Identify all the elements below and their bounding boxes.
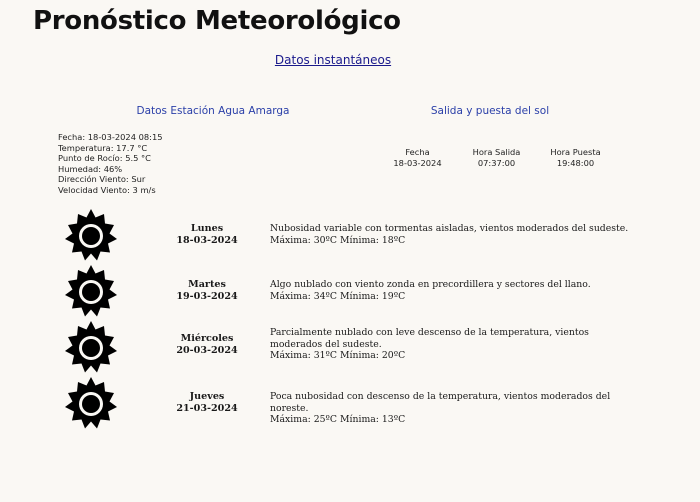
forecast-text: Parcialmente nublado con leve descenso de la temperatura, vientos moderados del sudeste. <box>270 327 589 350</box>
forecast-day <box>157 333 257 357</box>
forecast-description <box>270 223 635 246</box>
forecast-day <box>157 391 257 415</box>
sun-col-date <box>378 147 457 168</box>
forecast-date: 19-03-2024 <box>176 291 238 302</box>
station-date: Fecha: 18-03-2024 08:15 <box>58 132 163 142</box>
top-link-container <box>0 53 666 67</box>
page-title: Pronóstico Meteorológico <box>33 6 401 36</box>
station-dew-point: Punto de Rocío: 5.5 °C <box>58 153 151 163</box>
forecast-text: Nubosidad variable con tormentas aisladas, vientos moderados del sudeste. <box>270 223 629 234</box>
station-temperature: Temperatura: 17.7 °C <box>58 142 148 153</box>
forecast-description <box>270 391 635 426</box>
forecast-text: Poca nubosidad con descenso de la temperatura, vientos moderados del noreste. <box>270 391 611 414</box>
forecast-date: 18-03-2024 <box>176 235 238 246</box>
sun-col-header: Hora Salida <box>472 147 521 157</box>
sun-col-sunrise <box>457 147 536 168</box>
forecast-day-name: Martes <box>188 279 226 290</box>
sun-table <box>378 147 615 168</box>
forecast-row <box>0 318 700 374</box>
forecast-day-name: Miércoles <box>180 333 234 344</box>
station-data <box>58 132 163 195</box>
forecast-row <box>0 206 700 262</box>
sun-icon <box>64 264 118 318</box>
sun-icon <box>64 320 118 374</box>
forecast-list <box>0 206 700 430</box>
sun-heading: Salida y puesta del sol <box>430 105 550 117</box>
forecast-day-name: Lunes <box>190 223 224 234</box>
station-wind-speed: Velocidad Viento: 3 m/s <box>58 184 156 195</box>
forecast-date: 20-03-2024 <box>176 345 238 356</box>
sun-col-value: 07:37:00 <box>477 157 516 168</box>
sun-col-value: 18-03-2024 <box>393 157 442 168</box>
forecast-day <box>157 223 257 247</box>
forecast-text: Algo nublado con viento zonda en precordillera y sectores del llano. <box>270 279 591 290</box>
forecast-day-name: Jueves <box>189 391 225 402</box>
sun-col-value: 19:48:00 <box>556 157 595 168</box>
station-heading: Datos Estación Agua Amarga <box>136 105 290 117</box>
station-humidity: Humedad: 46% <box>58 163 123 174</box>
forecast-date: 21-03-2024 <box>176 403 238 414</box>
forecast-temps: Máxima: 25ºC Mínima: 13ºC <box>270 414 406 425</box>
station-wind-direction: Dirección Viento: Sur <box>58 174 146 184</box>
sun-icon <box>64 376 118 430</box>
forecast-day <box>157 279 257 303</box>
forecast-description <box>270 327 635 362</box>
forecast-row <box>0 262 700 318</box>
sun-col-sunset <box>536 147 615 168</box>
forecast-temps: Máxima: 34ºC Mínima: 19ºC <box>270 290 406 302</box>
forecast-temps: Máxima: 31ºC Mínima: 20ºC <box>270 350 406 361</box>
forecast-temps: Máxima: 30ºC Mínima: 18ºC <box>270 234 406 246</box>
forecast-row <box>0 374 700 430</box>
sun-icon <box>64 208 118 262</box>
forecast-description <box>270 279 635 302</box>
sun-col-header: Hora Puesta <box>550 147 601 157</box>
sun-col-header: Fecha <box>405 147 430 157</box>
datos-instantaneos-link[interactable]: Datos instantáneos <box>274 53 392 67</box>
